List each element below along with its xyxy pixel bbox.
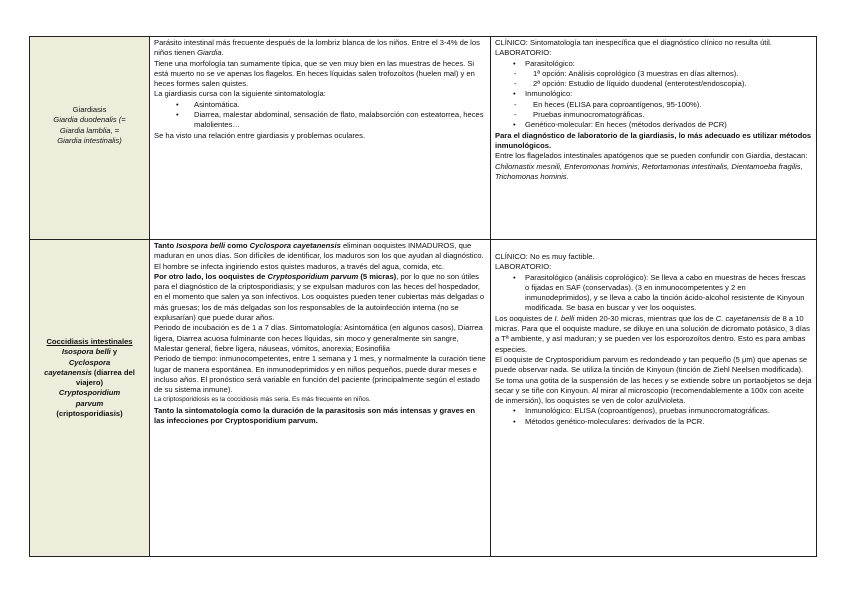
paragraph: La giardiasis cursa con la siguiente sintomatología: bbox=[154, 89, 326, 99]
paragraph: Periodo de incubación es de 1 a 7 días. Sintomatología: Asintomática (en algunos casos), Diarrea ligera, Diarrea acuosa fulminante con heces líquidas, sin moco y generalmente sin sangre, Malestar general, fiebre ligera, náuseas, vómitos, anorexia; Eosinofilia bbox=[154, 323, 483, 353]
species-line: parvum bbox=[75, 398, 104, 408]
paragraph: Tanto Isospora belli como Cyclospora cayetanensis eliminan ooquistes INMADUROS, que maduran en unos días. Son difíciles de identificar, los maduros son los que ayudan al diagnóstico. El hombre se infecta ingiriendo estos quistes maduros, a través del agua, comida, etc. bbox=[154, 241, 484, 271]
disease-name bbox=[30, 337, 149, 419]
paragraph: Periodo de tiempo: inmunocompetentes, entre 1 semana y 1 mes, y normalmente la curación tiene lugar de manera espontánea. En inmunodeprimidos y en niños pequeños, puede durar meses e incluso años. El pronóstico será variable en función del paciente (principalmente según el estado de su sistema inmune). bbox=[154, 354, 486, 395]
diagnosis-cell bbox=[491, 240, 816, 556]
synonym-line: Giardia duodenalis (= bbox=[53, 115, 126, 125]
list-item: • Parasitológico (análisis coprológico): Se lleva a cabo en muestras de heces frescas o fijadas en SAF (conservadas). (3 en inmunocompetentes y 2 en inmunodeprimidos), y se lleva a cabo la tinción ácido-alcohol resistente de Kinyoun modificada. Se basa en buscar y ver los ooquistes. bbox=[495, 273, 812, 314]
list-item: • Parasitológico: bbox=[495, 59, 812, 69]
list-item: • Métodos genético-moleculares: derivados de la PCR. bbox=[495, 417, 812, 427]
disease-title: Coccidiasis intestinales bbox=[46, 337, 133, 346]
paragraph: LABORATORIO: bbox=[495, 262, 552, 272]
paragraph: Tiene una morfología tan sumamente típica, que se ven muy bien en las muestras de heces. Si está muerto no se ve apenas los flagelos. En heces líquidas salen trofozoítos (huelen mal) y en heces formes salen quistes. bbox=[154, 58, 475, 89]
paragraph: La criptosporidiosis es la coccidiosis más seria. Es más frecuente en niños. bbox=[154, 396, 371, 404]
species-line: Isospora belli y bbox=[61, 347, 118, 357]
name-cell bbox=[30, 37, 150, 239]
list-item: - Pruebas inmunocromatográficas. bbox=[495, 110, 812, 120]
table-row-coccidiasis bbox=[30, 240, 816, 556]
paragraph: Por otro lado, los ooquistes de Cryptosporidium parvum (5 micras), por lo que no son útiles para el diagnóstico de la criptosporidiasis; y se expulsan maduros con las heces del hospedador, en el momento que salen ya son infectivos. Los ooquistes pueden tener cubiertas más delgadas o más gruesas; los de más delgadas son los responsables de la autoinfección interna (no se explusarían) que puede durar años. bbox=[154, 271, 485, 323]
paragraph: Para el diagnóstico de laboratorio de la giardiasis, lo más adecuado es utilizar métodos inmunológicos. bbox=[495, 130, 812, 150]
list-item: • Inmunológico: ELISA (coproantígenos), pruebas inmunocromatográficas. bbox=[495, 406, 812, 416]
paragraph: Parásito intestinal más frecuente después de la lombriz blanca de los niños. Entre el 3-4% de los niños tienen Giardia. bbox=[154, 38, 480, 58]
paragraph: CLÍNICO: Sintomatología tan inespecífica que el diagnóstico clínico no resulta útil. bbox=[495, 38, 772, 47]
diagnosis-cell bbox=[491, 37, 816, 239]
paragraph: Se ha visto una relación entre giardiasis y problemas oculares. bbox=[154, 130, 366, 140]
list-item: - En heces (ELISA para coproantígenos, 95-100%). bbox=[495, 100, 812, 110]
disease-title: Giardiasis bbox=[72, 105, 107, 114]
list-item: • Diarrea, malestar abdominal, sensación de flato, malabsorción con esteatorrea, heces malolientes… bbox=[154, 110, 486, 131]
synonym-line: Giardia intestinalis) bbox=[57, 135, 122, 145]
synonym-line: Giardia lamblia, = bbox=[59, 125, 120, 135]
paragraph: Entre los flagelados intestinales apatógenos que se pueden confundir con Giardia, destacan: Chilomastix mesnili, Enteromonas hominis, Retortamonas intestinalis, Dientamoeba fragilis, Trichomonas hominis. bbox=[495, 151, 808, 181]
paragraph: Los ooquistes de I. belli miden 20-30 micras, mientras que los de C. cayetanensis de 8 a 10 micras. Para que el ooquiste madure, se diluye en una solución de dicromato potásico, 3 días a Tª ambiente, y así maduran; y se pueden ver los esporozoítos dentro. Esto es para ambas especies. bbox=[495, 313, 810, 354]
disease-name bbox=[30, 105, 149, 146]
list-item: • Asintomática. bbox=[154, 100, 486, 110]
list-item: - 1ª opción: Análisis coprológico (3 muestras en días alternos). bbox=[495, 69, 812, 79]
description-cell bbox=[150, 240, 491, 556]
list-item: • Inmunológico: bbox=[495, 89, 812, 99]
paragraph: CLÍNICO: No es muy factible. bbox=[495, 252, 595, 261]
species-line: (criptosporidiasis) bbox=[56, 409, 123, 419]
species-line: cayetanensis (diarrea del viajero) bbox=[44, 367, 135, 388]
paragraph: Tanto la sintomatología como la duración de la parasitosis son más intensas y graves en las infecciones por Cryptosporidium parvum. bbox=[154, 405, 475, 426]
list-item: • Genético-molecular: En heces (métodos derivados de PCR) bbox=[495, 120, 812, 130]
parasite-table bbox=[29, 36, 817, 557]
description-cell bbox=[150, 37, 491, 239]
paragraph: El ooquiste de Cryptosporidium parvum es redondeado y tan pequeño (5 μm) que apenas se puede observar nada. Se utiliza la tinción de Kinyoun (tinción de Ziehl Neelsen modificada). Se toma una gotita de la suspensión de las heces y se extiende sobre un portaobjetos se deja secar y se tiñe con Kinyoun. Al mirar al microscopio (recomendablemente a 100x con aceite de inmersión), los ooquistes se ven de color azul/violeta. bbox=[495, 354, 812, 406]
table-row-giardiasis bbox=[30, 37, 816, 240]
paragraph: LABORATORIO: bbox=[495, 48, 552, 58]
name-cell bbox=[30, 240, 150, 556]
species-line: Cryptosporidium bbox=[58, 388, 121, 398]
list-item: - 2ª opción: Estudio de líquido duodenal (enterotest/endoscopia). bbox=[495, 79, 812, 89]
species-line: Cyclospora bbox=[68, 357, 111, 367]
